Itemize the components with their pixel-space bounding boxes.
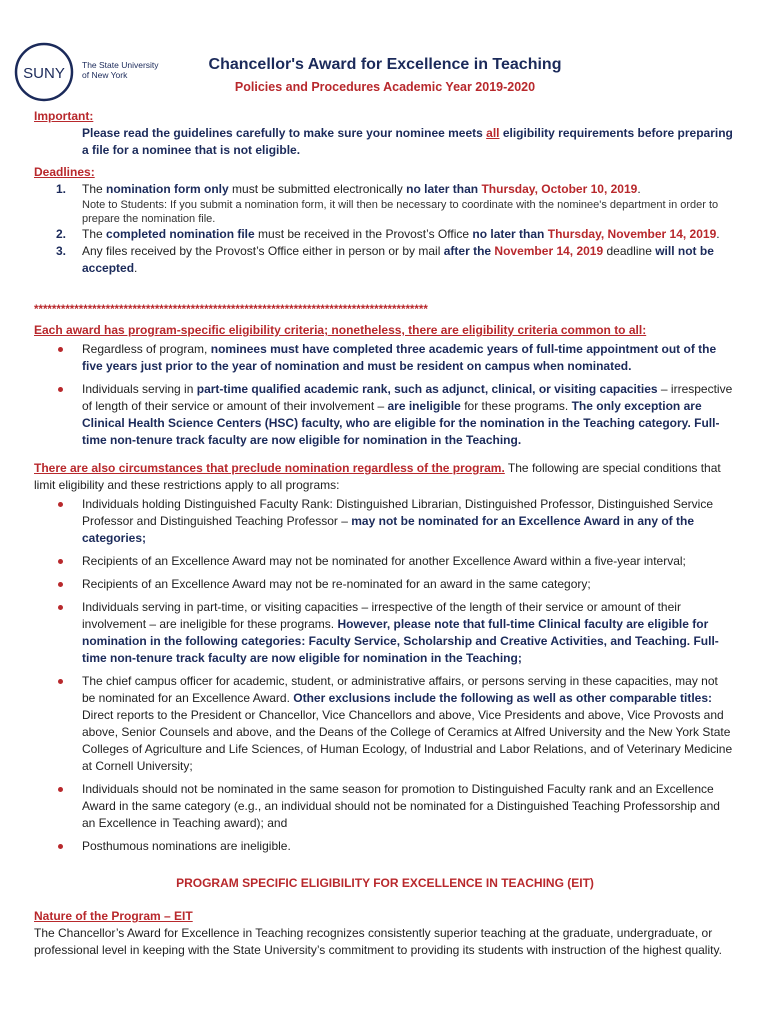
list-item: Individuals serving in part-time, or visiting capacities – irrespective of the length of their service or amount of their involvement – are ineligible for these programs. However, please note that full-time Clinical faculty are eligible for nomination in the following categories: Faculty Service, Scholarship and Creative Activities, and Teaching. Full-time non-tenure track faculty are now eligible for nomination in the Teaching; bbox=[34, 599, 734, 667]
bullet-icon bbox=[58, 502, 63, 507]
preclude-heading: There are also circumstances that preclude nomination regardless of the program. bbox=[34, 461, 505, 475]
important-heading: Important: bbox=[34, 109, 94, 123]
list-item: Posthumous nominations are ineligible. bbox=[34, 838, 734, 855]
preclude-intro: There are also circumstances that preclude nomination regardless of the program. The following are special conditions that limit eligibility and these restrictions apply to all programs: bbox=[34, 461, 721, 492]
logo-line-2: of New York bbox=[82, 70, 128, 80]
common-criteria-heading: Each award has program-specific eligibility criteria; nonetheless, there are eligibility criteria common to all: bbox=[34, 323, 647, 337]
list-item: 3. Any files received by the Provost’s Office either in person or by mail after the November 14, 2019 deadline will not be accepted. bbox=[56, 244, 714, 275]
list-item: Individuals should not be nominated in the same season for promotion to Distinguished Faculty rank and an Excellence Award in the same category (e.g., an individual should not be nominated for a Distinguished Teaching Professorship and an Excellence in Teaching award); and bbox=[34, 781, 734, 832]
nature-text: The Chancellor’s Award for Excellence in Teaching recognizes consistently superior teaching at the graduate, undergraduate, or professional level in keeping with the State University’s commitment to providing its students with instruction of the highest quality. bbox=[34, 926, 722, 957]
all-emphasis: all bbox=[486, 126, 500, 140]
list-item: 2. The completed nomination file must be received in the Provost’s Office no later than Thursday, November 14, 2019. bbox=[56, 227, 720, 241]
bullet-icon bbox=[58, 844, 63, 849]
nature-section bbox=[34, 908, 734, 959]
list-item: The chief campus officer for academic, student, or administrative affairs, or persons serving in these capacities, may not be nominated for an Excellence Award. Other exclusions include the following as well as other comparable titles: Direct reports to the President or Chancellor, Vice Chancellors and above, Vice Presidents and above, Vice Provosts and above, Senior Counsels and above, and the Deans of the College of Ceramics at Alfred University and the New York State Colleges of Agriculture and Life Sciences, of Human Ecology, of Industrial and Labor Relations, and of Veterinary Medicine at Cornell University; bbox=[34, 673, 734, 775]
preclude-section bbox=[34, 460, 734, 861]
bullet-icon bbox=[58, 387, 63, 392]
deadlines-heading: Deadlines: bbox=[34, 165, 95, 179]
nature-heading: Nature of the Program – EIT bbox=[34, 909, 193, 923]
bullet-icon bbox=[58, 605, 63, 610]
list-item: Recipients of an Excellence Award may not be nominated for another Excellence Award within a five-year interval; bbox=[34, 553, 734, 570]
logo-mark: SUNY bbox=[23, 65, 65, 82]
page-subtitle: Policies and Procedures Academic Year 2019-2020 bbox=[234, 80, 536, 94]
deadlines-list bbox=[34, 181, 734, 277]
common-criteria-section bbox=[34, 322, 734, 455]
bullet-icon bbox=[58, 582, 63, 587]
program-heading: PROGRAM SPECIFIC ELIGIBILITY FOR EXCELLENCE IN TEACHING (EIT) bbox=[176, 876, 594, 890]
important-text: Please read the guidelines carefully to make sure your nominee meets all eligibility requirements before preparing a file for a nominee that is not eligible. bbox=[82, 126, 733, 157]
bullet-icon bbox=[58, 347, 63, 352]
preclude-list bbox=[34, 496, 734, 855]
bullet-icon bbox=[58, 787, 63, 792]
common-criteria-list bbox=[34, 341, 734, 449]
list-item: Recipients of an Excellence Award may not be re-nominated for an award in the same category; bbox=[34, 576, 734, 593]
list-item: 1. The nomination form only must be submitted electronically no later than Thursday, October 10, 2019. Note to Students: If you submit a nomination form, it will then be necessary to coordinate with the nominee's department in order to prepare the nomination file. bbox=[34, 181, 734, 226]
logo-line-1: The State University bbox=[82, 60, 159, 70]
deadlines-section bbox=[34, 164, 734, 277]
page-title: Chancellor's Award for Excellence in Teaching bbox=[208, 56, 562, 73]
list-item: Individuals serving in part-time qualified academic rank, such as adjunct, clinical, or visiting capacities – irrespective of length of their service or amount of their involvement – are ineligible for these programs. The only exception are Clinical Health Science Centers (HSC) faculty, who are eligible for the nomination in the Teaching category. Full-time non-tenure track faculty are now eligible for nomination in the Teaching. bbox=[34, 381, 734, 449]
bullet-icon bbox=[58, 559, 63, 564]
list-item: Regardless of program, nominees must have completed three academic years of full-time appointment out of the five years just prior to the year of nomination and must be resident on campus when nominated. bbox=[34, 341, 734, 375]
student-note: Note to Students: If you submit a nomination form, it will then be necessary to coordinate with the nominee's department in order to prepare the nomination file. bbox=[82, 199, 719, 225]
important-section bbox=[34, 108, 734, 159]
list-item: Individuals holding Distinguished Faculty Rank: Distinguished Librarian, Distinguished Professor, Distinguished Service Professor and Distinguished Teaching Professor – may not be nominated for an Excellence Award in any of the categories; bbox=[34, 496, 734, 547]
bullet-icon bbox=[58, 679, 63, 684]
stars-divider: **************************************************************************************** bbox=[34, 304, 428, 316]
